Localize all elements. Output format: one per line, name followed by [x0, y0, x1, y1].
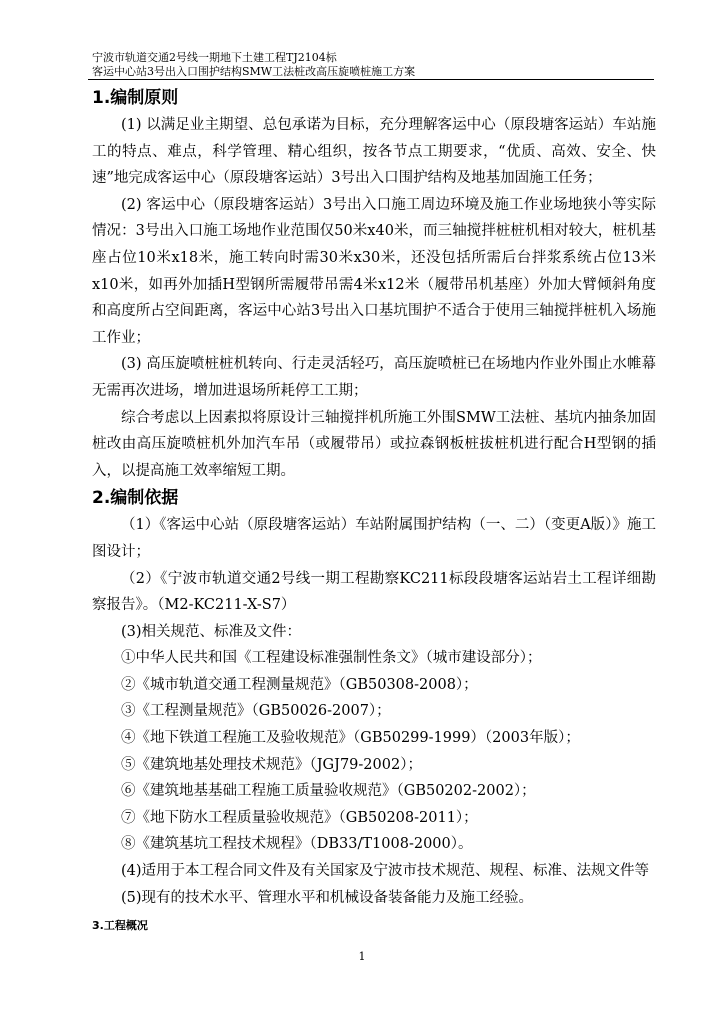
section-3-heading: 3.工程概况: [92, 919, 148, 933]
section-2-paragraph: (3)相关规范、标准及文件：: [121, 623, 302, 640]
page-header: [92, 51, 654, 79]
reference-item: ①中华人民共和国《工程建设标准强制性条文》（城市建设部分）；: [121, 650, 542, 667]
header-line-2: 客运中心站3号出入口围护结构SMW工法桩改高压旋喷桩施工方案: [92, 65, 416, 78]
section-2-closing: (5)现有的技术水平、管理水平和机械设备装备能力及施工经验。: [121, 889, 534, 906]
reference-item: ⑤《建筑地基处理技术规范》（JGJ79-2002）；: [121, 756, 422, 773]
section-1-paragraph: 综合考虑以上因素拟将原设计三轴搅拌机所施工外围SMW工法桩、基坑内抽条加固桩改由高压旋喷桩机外加汽车吊（或履带吊）或拉森钢板桩拔桩机进行配合H型钢的插入，以提高施工效率缩短工期。: [92, 409, 656, 479]
section-1-paragraph: (2) 客运中心（原段塘客运站）3号出入口施工周边环境及施工作业场地狭小等实际情况：3号出入口施工场地作业范围仅50米x40米，而三轴搅拌桩桩机相对较大，桩机基座占位10米x18米，施工转向时需30米x30米，还没包括所需后台拌浆系统占位13米x10米，如再外加插H型钢所需履带吊需4米x12米（履带吊机基座）外加大臂倾斜角度和高度所占空间距离，客运中心站3号出入口基坑围护不适合于使用三轴搅拌桩机入场施工作业；: [92, 196, 656, 346]
section-1-heading: 1.编制原则: [92, 88, 179, 108]
reference-item: ⑦《地下防水工程质量验收规范》（GB50208-2011）；: [121, 809, 478, 826]
section-2-closing: (4)适用于本工程合同文件及有关国家及宁波市技术规范、规程、标准、法规文件等: [121, 863, 650, 880]
section-2-paragraph: （1）《客运中心站（原段塘客运站）车站附属围护结构（一、二）（变更A版）》施工图设计；: [92, 517, 656, 560]
reference-item: ⑥《建筑地基基础工程施工质量验收规范》（GB50202-2002）；: [121, 783, 536, 800]
section-1-paragraph: (3) 高压旋喷桩桩机转向、行走灵活轻巧，高压旋喷桩已在场地内作业外围止水帷幕无需再次进场，增加进退场所耗停工工期；: [92, 356, 656, 399]
page-number: 1: [358, 950, 366, 963]
reference-item: ⑧《建筑基坑工程技术规程》（DB33/T1008-2000）。: [121, 836, 473, 853]
reference-item: ②《城市轨道交通工程测量规范》（GB50308-2008）；: [121, 676, 478, 693]
reference-item: ④《地下铁道工程施工及验收规范》（GB50299-1999）（2003年版）；: [121, 730, 580, 747]
section-2-paragraph: （2）《宁波市轨道交通2号线一期工程勘察KC211标段段塘客运站岩土工程详细勘察报告》。（M2-KC211-X-S7）: [92, 570, 656, 614]
header-divider: [88, 79, 654, 80]
section-2-heading: 2.编制依据: [92, 488, 179, 509]
reference-item: ③《工程测量规范》（GB50026-2007）；: [121, 703, 391, 720]
document-body: [92, 84, 656, 937]
section-1-paragraph: (1) 以满足业主期望、总包承诺为目标，充分理解客运中心（原段塘客运站）车站施工的特点、难点，科学管理、精心组织，按各节点工期要求，“优质、高效、安全、快速”地完成客运中心（原段塘客运站）3号出入口围护结构及地基加固施工任务；: [92, 117, 656, 187]
header-line-1: 宁波市轨道交通2号线一期地下土建工程TJ2104标: [92, 51, 337, 64]
